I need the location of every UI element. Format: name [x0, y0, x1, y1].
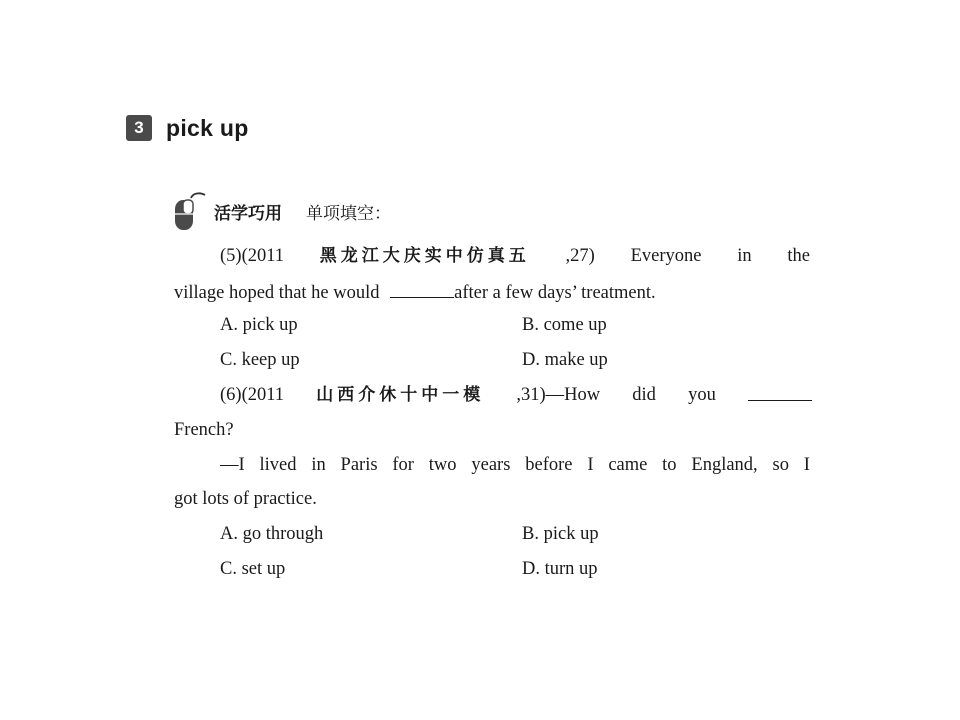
q6-number: (6)(2011	[220, 385, 285, 405]
q5-option-c[interactable]: C. keep up	[220, 350, 300, 370]
q6-line1	[220, 383, 812, 407]
q5-option-d[interactable]: D. make up	[522, 350, 608, 370]
q5-option-a[interactable]: A. pick up	[220, 315, 298, 335]
q5-text-after-blank: after a few days’ treatment.	[454, 283, 656, 303]
q6-line2: French?	[174, 420, 234, 440]
q6-reply-word: England,	[691, 455, 758, 475]
q6-answer-blank[interactable]	[748, 383, 812, 401]
q6-reply-word: to	[662, 455, 677, 475]
q6-option-b[interactable]: B. pick up	[522, 524, 599, 544]
mouse-icon	[172, 190, 208, 232]
q6-reply-word: came	[608, 455, 648, 475]
section-heading	[126, 113, 249, 143]
q6-reply-word: so	[772, 455, 789, 475]
q5-word: Everyone	[630, 246, 702, 266]
q5-source-num: ,27)	[565, 246, 595, 266]
q5-word: in	[737, 246, 752, 266]
exercise-label-bold: 活学巧用	[214, 203, 282, 224]
q6-word: you	[688, 385, 716, 405]
q6-reply-word: I	[803, 455, 810, 475]
q5-option-b[interactable]: B. come up	[522, 315, 607, 335]
q5-source: 黑龙江大庆实中仿真五	[319, 246, 530, 266]
q6-option-d[interactable]: D. turn up	[522, 559, 598, 579]
q6-source: 山西介休十中一模	[316, 385, 485, 405]
q6-reply-word: I	[587, 455, 594, 475]
section-title: pick up	[166, 114, 249, 141]
exercise-label	[172, 190, 391, 232]
q5-line2	[174, 280, 656, 305]
q5-line1	[220, 244, 810, 268]
q6-reply-word: for	[392, 455, 414, 475]
q6-reply-word: before	[525, 455, 573, 475]
q6-option-a[interactable]: A. go through	[220, 524, 324, 544]
q5-number: (5)(2011	[220, 246, 285, 266]
q6-reply-word: years	[471, 455, 511, 475]
q6-reply-word: —I	[220, 455, 245, 475]
q6-option-c[interactable]: C. set up	[220, 559, 286, 579]
q6-reply-word: two	[428, 455, 457, 475]
q6-reply-word: in	[311, 455, 326, 475]
q6-reply-line1	[220, 453, 810, 477]
q6-reply-word: Paris	[340, 455, 378, 475]
section-number-badge: 3	[126, 115, 152, 141]
q5-word: the	[787, 246, 810, 266]
exercise-instruction: 单项填空：	[306, 203, 391, 224]
q6-reply-line2: got lots of practice.	[174, 489, 317, 509]
q5-answer-blank[interactable]	[390, 280, 454, 298]
q5-text-before-blank: village hoped that he would	[174, 283, 380, 303]
q6-reply-word: lived	[259, 455, 297, 475]
q6-source-num: ,31)—How	[516, 385, 601, 405]
q6-word: did	[632, 385, 656, 405]
